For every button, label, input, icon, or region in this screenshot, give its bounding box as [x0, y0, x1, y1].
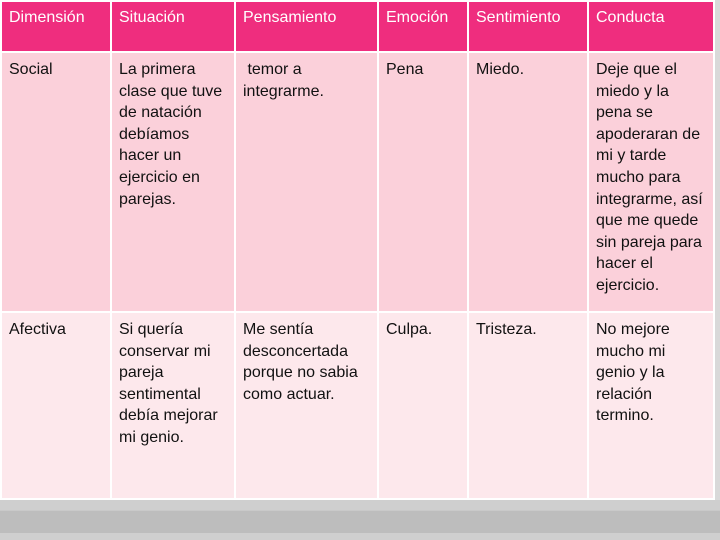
cell-behavior: Deje que el miedo y la pena se apoderaran de mi y tarde mucho para integrarme, así que me quede sin pareja para hacer el ejercicio.: [588, 52, 714, 312]
cell-thought: temor a integrarme.: [235, 52, 378, 312]
cell-situation: Si quería conservar mi pareja sentimental debía mejorar mi genio.: [111, 312, 235, 499]
header-behavior: Conducta: [588, 1, 714, 52]
cell-behavior: No mejore mucho mi genio y la relación termino.: [588, 312, 714, 499]
cell-thought: Me sentía desconcertada porque no sabia como actuar.: [235, 312, 378, 499]
cell-emotion: Culpa.: [378, 312, 468, 499]
table-row-affective: [1, 312, 714, 499]
header-row: [1, 1, 714, 52]
footer-band: [0, 500, 720, 540]
table-row-social: [1, 52, 714, 312]
footer-stripe: [0, 510, 720, 533]
cell-emotion: Pena: [378, 52, 468, 312]
header-emotion: Emoción: [378, 1, 468, 52]
cell-situation: La primera clase que tuve de natación debíamos hacer un ejercicio en parejas.: [111, 52, 235, 312]
header-feeling: Sentimiento: [468, 1, 588, 52]
cell-dimension: Social: [1, 52, 111, 312]
cell-dimension: Afectiva: [1, 312, 111, 499]
header-situation: Situación: [111, 1, 235, 52]
header-dimension: Dimensión: [1, 1, 111, 52]
cell-feeling: Tristeza.: [468, 312, 588, 499]
cell-feeling: Miedo.: [468, 52, 588, 312]
header-thought: Pensamiento: [235, 1, 378, 52]
